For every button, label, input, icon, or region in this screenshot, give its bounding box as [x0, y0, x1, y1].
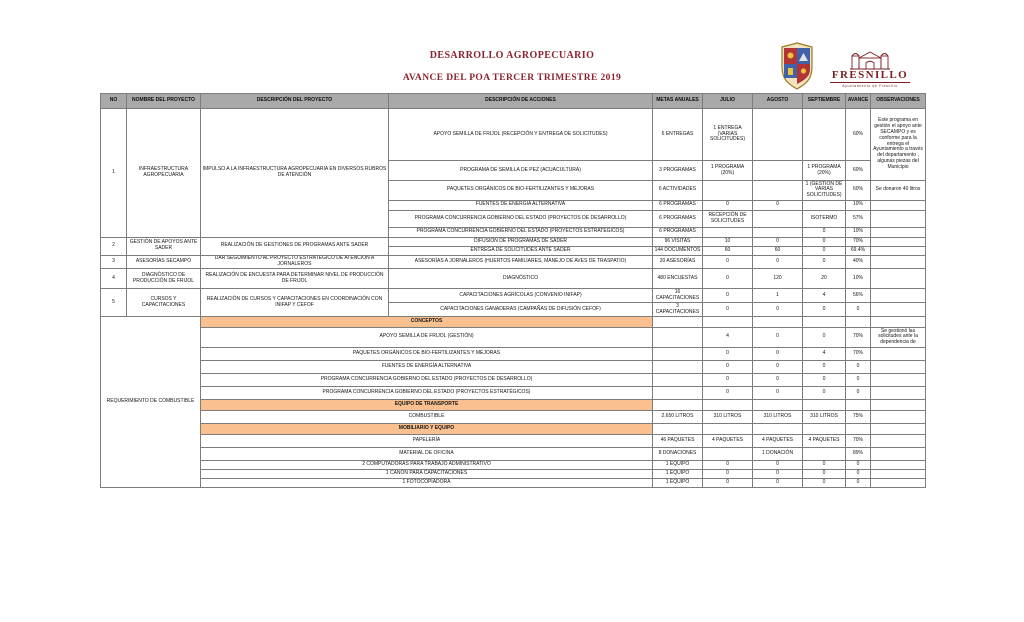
table-cell: [803, 109, 846, 161]
table-cell: 0: [846, 303, 871, 317]
table-row: [101, 360, 926, 373]
table-cell: 0: [753, 328, 803, 348]
table-cell: [871, 460, 926, 469]
table-cell: [871, 303, 926, 317]
fresnillo-tagline: Ayuntamiento de Fresnillo: [830, 82, 910, 88]
table-cell: 4: [101, 269, 127, 289]
section-band-cell: MOBILIARIO Y EQUIPO: [201, 423, 653, 434]
table-cell: REQUERIMIENTO DE COMBUSTIBLE: [101, 317, 201, 488]
table-cell: 0: [803, 360, 846, 373]
table-cell: 96 VISITAS: [653, 237, 703, 246]
table-cell: 56%: [846, 289, 871, 303]
table-cell: 6 ENTREGAS: [653, 109, 703, 161]
table-cell: 10%: [846, 269, 871, 289]
table-cell: [803, 423, 846, 434]
table-cell: [803, 200, 846, 210]
column-header: NOMBRE DEL PROYECTO: [127, 94, 201, 109]
table-cell: [871, 399, 926, 410]
table-cell: 40%: [846, 255, 871, 269]
table-cell: 0: [703, 469, 753, 478]
table-cell: 0: [753, 360, 803, 373]
table-cell: [703, 181, 753, 201]
table-cell: 0: [703, 460, 753, 469]
table-cell: [871, 237, 926, 246]
table-cell: 70%: [846, 434, 871, 447]
table-cell: 6 ACTIVIDADES: [653, 181, 703, 201]
table-row: [101, 317, 926, 328]
table-cell: 0: [846, 386, 871, 399]
table-cell: MATERIAL DE OFICINA: [201, 447, 653, 460]
table-cell: CAPACITACIONES GANADERAS (CAMPAÑAS DE DIFUSIÓN CEFOF): [389, 303, 653, 317]
table-cell: [871, 210, 926, 227]
table-cell: [871, 317, 926, 328]
table-cell: PROGRAMA CONCURRENCIA GOBIERNO DEL ESTADO (PROYECTOS DE DESARROLLO): [201, 373, 653, 386]
column-header: DESCRIPCIÓN DEL PROYECTO: [201, 94, 389, 109]
table-cell: REALIZACIÓN DE ENCUESTA PARA DETERMINAR NIVEL DE PRODUCCIÓN DE FRIJOL: [201, 269, 389, 289]
table-cell: PAQUETES ORGÁNICOS DE BIO-FERTILIZANTES Y MEJORAS: [389, 181, 653, 201]
table-cell: FUENTES DE ENERGÍA ALTERNATIVA: [389, 200, 653, 210]
table-cell: 1 EQUIPO: [653, 469, 703, 478]
table-cell: ENTREGA DE SOLICITUDES ANTE SADER: [389, 246, 653, 255]
table-header: [101, 94, 926, 109]
table-cell: 0: [753, 386, 803, 399]
table-row: [101, 423, 926, 434]
table-cell: [871, 373, 926, 386]
table-cell: [871, 434, 926, 447]
table-row: [101, 109, 926, 161]
table-cell: [871, 469, 926, 478]
table-cell: DIAGNÓSTICO DE PRODUCCIÓN DE FRIJOL: [127, 269, 201, 289]
table-cell: 70%: [846, 237, 871, 246]
table-cell: 4: [803, 347, 846, 360]
table-cell: [653, 360, 703, 373]
table-row: [101, 269, 926, 289]
table-cell: 0: [846, 460, 871, 469]
table-cell: 20 ASESORÍAS: [653, 255, 703, 269]
table-cell: 1 ENTREGA (VARIAS SOLICITUDES): [703, 109, 753, 161]
table-cell: 70%: [846, 328, 871, 348]
table-cell: INFRAESTRUCTURA AGROPECUARIA: [127, 109, 201, 238]
page-title: DESARROLLO AGROPECUARIO: [429, 50, 595, 61]
table-cell: 0: [803, 460, 846, 469]
table-cell: 0: [703, 303, 753, 317]
table-cell: [653, 386, 703, 399]
table-cell: 57%: [846, 210, 871, 227]
table-cell: [653, 373, 703, 386]
table-cell: APOYO SEMILLA DE FRIJOL (GESTIÓN): [201, 328, 653, 348]
table-cell: [753, 161, 803, 181]
header-row: [101, 94, 926, 109]
table-row: [101, 399, 926, 410]
table-cell: [753, 317, 803, 328]
table-cell: 0: [803, 328, 846, 348]
table-cell: 60%: [846, 161, 871, 181]
table-cell: [753, 210, 803, 227]
table-cell: [871, 269, 926, 289]
table-cell: 0: [703, 269, 753, 289]
table-cell: DIAGNÓSTICO: [389, 269, 653, 289]
table-cell: 4 PAQUETES: [703, 434, 753, 447]
table-cell: [703, 447, 753, 460]
fresnillo-wordmark: FRESNILLO: [831, 69, 909, 81]
table-row: [101, 289, 926, 303]
table-cell: 0: [753, 200, 803, 210]
table-cell: APOYO SEMILLA DE FRIJOL (RECEPCIÓN Y ENTREGA DE SOLICITUDES): [389, 109, 653, 161]
table-cell: 0: [803, 478, 846, 487]
table-cell: [703, 227, 753, 237]
table-cell: IMPULSO A LA INFRAESTRUCTURA AGROPECUARIA EN DIVERSOS RUBROS DE ATENCIÓN: [201, 109, 389, 238]
table-cell: [753, 109, 803, 161]
table-cell: [753, 227, 803, 237]
table-cell: 60%: [846, 181, 871, 201]
table-cell: 0: [753, 255, 803, 269]
table-cell: Este programa en gestión el apoyo ante SECAMPO y es conforme para la entrega el Ayuntamiento a través del departamento , algunas piezas del Municipio: [871, 109, 926, 181]
table-cell: 1: [101, 109, 127, 238]
table-cell: 20: [803, 269, 846, 289]
table-cell: 0: [846, 469, 871, 478]
table-cell: RECEPCIÓN DE SOLICITUDES: [703, 210, 753, 227]
table-cell: 1 PROGRAMA (20%): [803, 161, 846, 181]
table-cell: [753, 181, 803, 201]
table-cell: 0: [803, 246, 846, 255]
table-cell: ASESORÍAS SECAMPO: [127, 255, 201, 269]
table-cell: [653, 317, 703, 328]
table-cell: 0: [753, 303, 803, 317]
table-cell: PROGRAMA CONCURRENCIA GOBIERNO DEL ESTADO (PROYECTOS ESTRATÉGICOS): [389, 227, 653, 237]
table-cell: [871, 478, 926, 487]
table-cell: [753, 423, 803, 434]
table-cell: 1 CAÑÓN PARA CAPACITACIONES: [201, 469, 653, 478]
column-header: NO: [101, 94, 127, 109]
table-cell: [653, 347, 703, 360]
table-row: [101, 469, 926, 478]
table-cell: 10%: [846, 200, 871, 210]
table-cell: 310 LITROS: [753, 410, 803, 423]
table-cell: 0: [803, 237, 846, 246]
table-row: [101, 373, 926, 386]
table-cell: 6 PROGRAMAS: [653, 227, 703, 237]
table-cell: 4: [703, 328, 753, 348]
table-cell: [871, 386, 926, 399]
table-cell: 46 PAQUETES: [653, 434, 703, 447]
table-cell: 0: [703, 255, 753, 269]
table-cell: 2,650 LITROS: [653, 410, 703, 423]
table-cell: 0: [703, 360, 753, 373]
table-cell: 5: [101, 289, 127, 317]
table-cell: [871, 423, 926, 434]
report-table: [100, 93, 926, 488]
table-cell: ASESORÍAS A JORNALEROS (HUERTOS FAMILIARES, MANEJO DE AVES DE TRASPATIO): [389, 255, 653, 269]
table-cell: REALIZACIÓN DE CURSOS Y CAPACITACIONES EN COORDINACIÓN CON INIFAP Y CEFOF: [201, 289, 389, 317]
section-band-cell: CONCEPTOS: [201, 317, 653, 328]
table-cell: 0: [803, 386, 846, 399]
table-cell: [703, 317, 753, 328]
table-cell: 60: [703, 246, 753, 255]
column-header: METAS ANUALES: [653, 94, 703, 109]
table-cell: [871, 227, 926, 237]
column-header: DESCRIPCIÓN DE ACCIONES: [389, 94, 653, 109]
ayuntamiento-crest-icon: [780, 42, 814, 90]
table-cell: 0: [703, 373, 753, 386]
table-cell: GESTIÓN DE APOYOS ANTE SADER: [127, 237, 201, 255]
table-cell: 0: [803, 255, 846, 269]
table-cell: PROGRAMA CONCURRENCIA GOBIERNO DEL ESTADO (PROYECTOS ESTRATÉGICOS): [201, 386, 653, 399]
table-cell: 480 ENCUESTAS: [653, 269, 703, 289]
column-header: AVANCE: [846, 94, 871, 109]
table-cell: 0: [803, 373, 846, 386]
table-cell: 0: [703, 200, 753, 210]
table-cell: Se gestionó las solicitudes ante la dependencia de: [871, 328, 926, 348]
table-cell: 120: [753, 269, 803, 289]
table-cell: 10: [703, 237, 753, 246]
table-cell: 0: [703, 478, 753, 487]
column-header: SEPTIEMBRE: [803, 94, 846, 109]
table-row: [101, 347, 926, 360]
table-cell: REALIZACIÓN DE GESTIONES DE PROGRAMAS ANTE SADER: [201, 237, 389, 255]
table-cell: PROGRAMA DE SEMILLA DE PEZ (ACUACULTURA): [389, 161, 653, 181]
table-cell: 3: [101, 255, 127, 269]
table-cell: [653, 328, 703, 348]
table-cell: [871, 200, 926, 210]
table-row: [101, 434, 926, 447]
fresnillo-building-icon: [849, 48, 891, 70]
table-cell: [871, 289, 926, 303]
table-cell: 1 EQUIPO: [653, 478, 703, 487]
table-cell: [871, 246, 926, 255]
table-cell: 75%: [846, 410, 871, 423]
table-row: [101, 255, 926, 269]
table-cell: PROGRAMA CONCURRENCIA GOBIERNO DEL ESTADO (PROYECTOS DE DESARROLLO): [389, 210, 653, 227]
table-cell: 0: [703, 289, 753, 303]
table-cell: 8 DONACIONES: [653, 447, 703, 460]
table-cell: 0: [803, 469, 846, 478]
table-cell: [846, 399, 871, 410]
table-cell: 0: [703, 386, 753, 399]
table-cell: COMBUSTIBLE: [201, 410, 653, 423]
table-cell: 0: [753, 460, 803, 469]
table-cell: 0: [803, 227, 846, 237]
table-cell: 60: [753, 246, 803, 255]
table-cell: 1 PROGRAMA (20%): [703, 161, 753, 181]
table-cell: 0: [846, 360, 871, 373]
table-row: [101, 237, 926, 246]
table-cell: [753, 399, 803, 410]
table-cell: [803, 317, 846, 328]
table-cell: 3 CAPACITACIONES: [653, 303, 703, 317]
table-cell: ISOTERMO: [803, 210, 846, 227]
table-cell: 0: [753, 347, 803, 360]
table-cell: 1 (GESTIÓN DE VARIAS SOLICITUDES): [803, 181, 846, 201]
table-cell: [871, 255, 926, 269]
table-cell: 1 FOTOCOPIADORA: [201, 478, 653, 487]
page-subtitle: AVANCE DEL POA TERCER TRIMESTRE 2019: [402, 73, 622, 83]
table-cell: FUENTES DE ENERGÍA ALTERNATIVA: [201, 360, 653, 373]
table-cell: 0: [753, 237, 803, 246]
table-cell: 2 COMPUTADORAS PARA TRABAJO ADMINISTRATIVO: [201, 460, 653, 469]
column-header: AGOSTO: [753, 94, 803, 109]
table-row: [101, 447, 926, 460]
table-cell: [871, 410, 926, 423]
table-cell: [653, 423, 703, 434]
table-cell: DIFUSIÓN DE PROGRAMAS DE SADER: [389, 237, 653, 246]
table-cell: 0: [753, 478, 803, 487]
table-cell: 60%: [846, 109, 871, 161]
table-cell: 1 DONACIÓN: [753, 447, 803, 460]
section-band-cell: EQUIPO DE TRANSPORTE: [201, 399, 653, 410]
table-row: [101, 328, 926, 348]
table-cell: 70%: [846, 347, 871, 360]
table-cell: 1 EQUIPO: [653, 460, 703, 469]
table-cell: 4 PAQUETES: [753, 434, 803, 447]
table-cell: 2: [101, 237, 127, 255]
table-cell: 10%: [846, 227, 871, 237]
logo-area: [780, 42, 920, 94]
table-cell: [703, 399, 753, 410]
table-cell: [871, 360, 926, 373]
table-cell: 6 PROGRAMAS: [653, 210, 703, 227]
table-cell: [846, 317, 871, 328]
table-cell: 0: [803, 303, 846, 317]
table-row: [101, 386, 926, 399]
table-cell: [803, 447, 846, 460]
table-cell: 0: [753, 373, 803, 386]
table-row: [101, 460, 926, 469]
table-cell: CAPACITACIONES AGRÍCOLAS (CONVENIO INIFAP): [389, 289, 653, 303]
table-cell: 1: [753, 289, 803, 303]
table-cell: [846, 423, 871, 434]
fresnillo-logo: [824, 48, 916, 88]
table-row: [101, 478, 926, 487]
table-cell: 89%: [846, 447, 871, 460]
column-header: OBSERVACIONES: [871, 94, 926, 109]
table-cell: 4: [803, 289, 846, 303]
table-cell: PAQUETES ORGÁNICOS DE BIO-FERTILIZANTES Y MEJORAS: [201, 347, 653, 360]
table-row: [101, 410, 926, 423]
table-cell: 3 PROGRAMAS: [653, 161, 703, 181]
table-cell: 0: [846, 373, 871, 386]
table-cell: 0: [846, 478, 871, 487]
table-cell: [653, 399, 703, 410]
table-cell: CURSOS Y CAPACITACIONES: [127, 289, 201, 317]
table-cell: 6 PROGRAMAS: [653, 200, 703, 210]
table-body: [101, 109, 926, 488]
table-cell: 69.4%: [846, 246, 871, 255]
table-cell: PAPELERÍA: [201, 434, 653, 447]
table-cell: 16 CAPACITACIONES: [653, 289, 703, 303]
table-cell: 0: [753, 469, 803, 478]
table-cell: [803, 399, 846, 410]
table-cell: [871, 447, 926, 460]
table-cell: [703, 423, 753, 434]
table-cell: 4 PAQUETES: [803, 434, 846, 447]
column-header: JULIO: [703, 94, 753, 109]
table-cell: 144 DOCUMENTOS: [653, 246, 703, 255]
table-cell: 310 LITROS: [803, 410, 846, 423]
table-cell: 0: [703, 347, 753, 360]
table-cell: [871, 347, 926, 360]
table-cell: DAR SEGUIMIENTO AL PROYECTO ESTRATÉGICO DE ATENCIÓN A JORNALEROS: [201, 255, 389, 269]
table-cell: Se donaron 40 litros: [871, 181, 926, 201]
table-cell: 310 LITROS: [703, 410, 753, 423]
